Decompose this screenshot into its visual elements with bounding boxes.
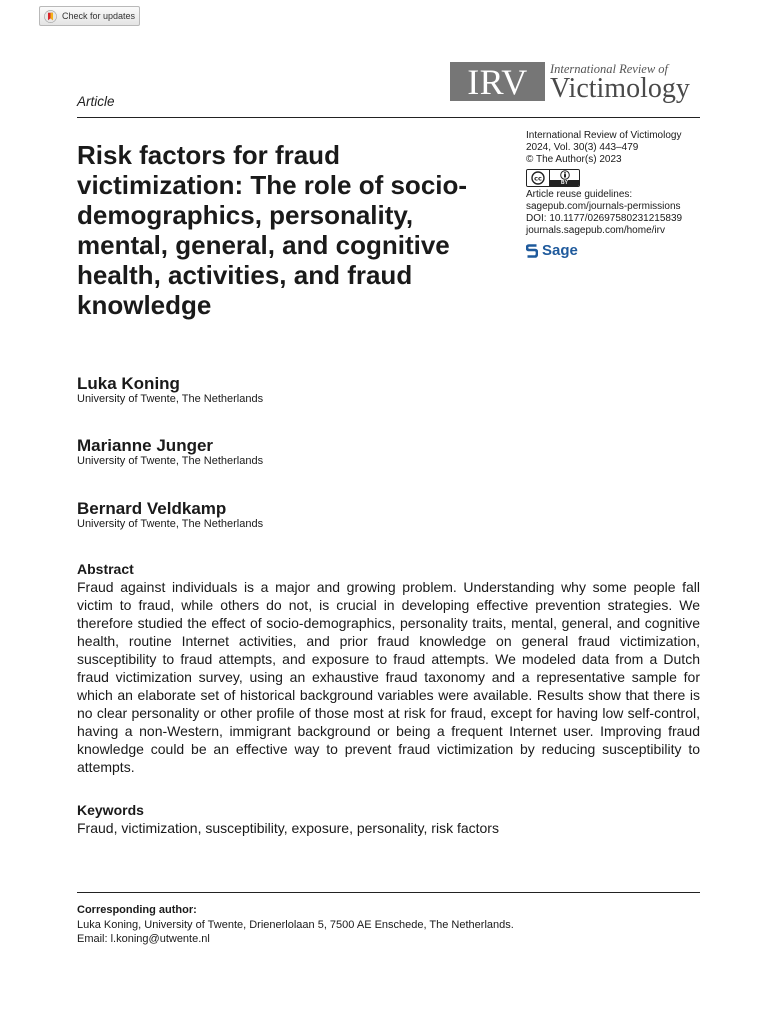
corresponding-email[interactable]: Email: l.koning@utwente.nl: [77, 933, 210, 945]
meta-volume: 2024, Vol. 30(3) 443–479: [526, 142, 639, 154]
journal-logo-abbrev: IRV: [450, 62, 545, 101]
keywords-text: Fraud, victimization, susceptibility, exposure, personality, risk factors: [77, 820, 499, 836]
footer-divider: [77, 892, 700, 893]
cc-by-icon[interactable]: [526, 169, 580, 187]
journal-logo-line1: International Review of: [550, 62, 669, 76]
meta-journal: International Review of Victimology: [526, 130, 682, 141]
check-updates-icon: [44, 10, 57, 23]
check-for-updates-label: Check for updates: [62, 11, 136, 21]
attribution-icon: [560, 170, 570, 180]
author-affiliation: University of Twente, The Netherlands: [77, 455, 264, 467]
abstract-section: [77, 561, 700, 776]
author-block: [77, 375, 263, 406]
by-label: BY: [550, 180, 579, 186]
author-affiliation: University of Twente, The Netherlands: [77, 518, 264, 530]
keywords-section: [77, 802, 700, 837]
journal-logo: [450, 62, 690, 102]
cc-icon: [531, 171, 545, 185]
meta-copyright: © The Author(s) 2023: [526, 154, 622, 166]
corresponding-heading: Corresponding author:: [77, 904, 197, 916]
corresponding-author: [77, 903, 700, 947]
author-name: Luka Koning: [77, 374, 180, 393]
sage-logo-text: Sage: [542, 242, 578, 260]
meta-permissions-link[interactable]: sagepub.com/journals-permissions: [526, 200, 681, 212]
meta-doi[interactable]: DOI: 10.1177/02697580231215839: [526, 213, 683, 225]
author-affiliation: University of Twente, The Netherlands: [77, 393, 264, 405]
header-divider: [77, 117, 700, 118]
article-type-label: Article: [77, 94, 115, 109]
sage-logo: [526, 243, 706, 259]
journal-logo-line2: Victimology: [550, 73, 690, 104]
check-for-updates-button[interactable]: [39, 6, 140, 26]
svg-text:cc: cc: [534, 174, 542, 183]
article-title: Risk factors for fraud victimization: The role of socio-demographics, personality, mental, general, and cognitive health, activities, and fraud knowledge: [77, 140, 468, 320]
abstract-heading: Abstract: [77, 561, 134, 577]
author-name: Bernard Veldkamp: [77, 499, 227, 518]
corresponding-address: Luka Koning, University of Twente, Drienerlolaan 5, 7500 AE Enschede, The Netherlands.: [77, 918, 514, 931]
abstract-text: Fraud against individuals is a major and growing problem. Understanding why some people fall victim to fraud, while others do not, is crucial in developing effective prevention strategies. We therefore studied the effect of socio-demographics, personality traits, mental, general, and cognitive health, routine Internet activities, and prior fraud knowledge on general fraud victimization, susceptibility to fraud attempts, and exposure to fraud attempts. We modeled data from a Dutch fraud victimization survey, using an exhaustive fraud taxonomy and a representative sample for which an elaborate set of historical background variables were available. Results show that there is no clear personality or other profile of those most at risk for fraud, except for having low self-control, having a non-Western, immigrant background or being a frequent Internet user. Improving fraud knowledge could be an effective way to prevent fraud victimization by reducing susceptibility to attempts.: [77, 579, 700, 775]
keywords-heading: Keywords: [77, 802, 144, 818]
meta-reuse: Article reuse guidelines:: [526, 188, 633, 200]
author-block: [77, 437, 263, 468]
meta-homepage-link[interactable]: journals.sagepub.com/home/irv: [526, 225, 665, 237]
author-name: Marianne Junger: [77, 436, 214, 455]
sage-s-icon: [526, 243, 538, 259]
journal-metadata: [526, 130, 706, 259]
author-block: [77, 500, 263, 531]
